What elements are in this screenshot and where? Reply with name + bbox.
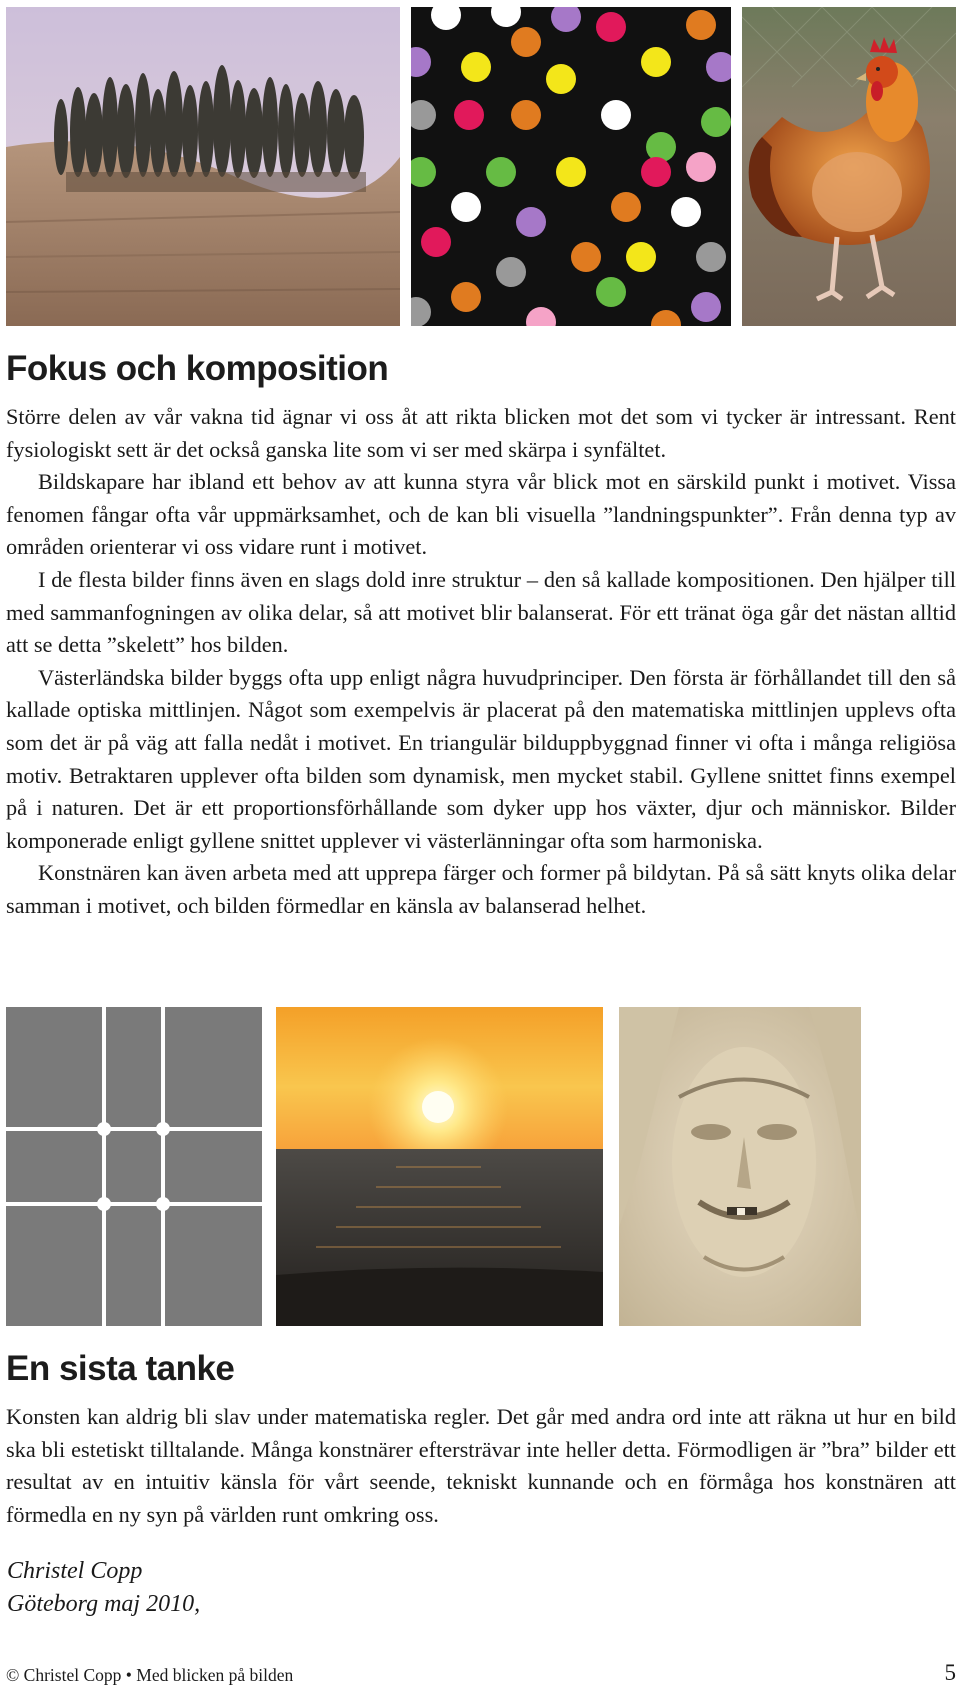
paragraph: I de flesta bilder finns även en slags dold inre struktur – den så kallade kompositionen. Den hjälper till med sammanfogningen av olika delar, så att motivet blir balanserat. För ett tränat öga går det nästan alltid att se detta ”skelett” hos bilden. [6,566,956,658]
section2-body [6,1401,956,1531]
section1-body [6,401,956,923]
sunset-sea-photo [276,1007,603,1326]
section-heading-sista-tanke: En sista tanke [6,1349,235,1388]
paragraph: Konsten kan aldrig bli slav under matematiska regler. Det går med andra ord inte att räkna ut hur en bild ska bli estetiskt tilltalande. Många konstnärer eftersträvar inte heller detta. Förmodligen är ”bra” bilder ett resultat av en intuitiv känsla för vårt seende, tekniskt kunnande och en förmåga hos konstnären att förmedla en ny syn på världen runt omkring oss. [6,1404,956,1527]
page-number: 5 [944,1660,956,1685]
section-heading-fokus: Fokus och komposition [6,349,389,388]
rule-of-thirds-grid [6,1007,262,1326]
paragraph: Västerländska bilder byggs ofta upp enligt några huvudprinciper. Den första är förhållandet till den så kallade optiska mittlinjen. Något som exempelvis är placerat på den matematiska mittlinjen upplevs ofta som det är på väg att falla nedåt i motivet. En triangulär bilduppbyggnad finner vi ofta i många religiösa motiv. Betraktaren upplever ofta bilden som dynamisk, men mycket stabil. Gyllene snittet finns exempel på i naturen. Det är ett proportionsförhållande som dyker upp hos växter, djur och människor. Bilder komponerade enligt gyllene snittet upplever vi västerlänningar ofta som harmoniska. [6,664,956,853]
stone-face-relief-photo [619,1007,861,1326]
polka-dots-photo [411,7,731,326]
paragraph: Konstnären kan även arbeta med att upprepa färger och former på bildytan. På så sätt knyts olika delar samman i motivet, och bilden förmedlar en känsla av balanserad helhet. [6,860,956,918]
paragraph: Bildskapare har ibland ett behov av att kunna styra vår blick mot en särskild punkt i motivet. Vissa fenomen fångar ofta vår uppmärksamhet, och de kan bli visuella ”landningspunkter”. Från denna typ av områden orienterar vi oss vidare runt i motivet. [6,469,956,560]
footer-credit: © Christel Copp • Med blicken på bilden [6,1665,294,1685]
author-name: Christel Copp [7,1558,143,1584]
cypress-hill-photo [6,7,400,326]
paragraph: Större delen av vår vakna tid ägnar vi oss åt att rikta blicken mot det som vi tycker är intressant. Rent fysiologiskt sett är det också ganska lite som vi ser med skärpa i synfältet. [6,404,956,462]
rooster-photo [742,7,956,326]
signature [7,1555,200,1621]
place-date: Göteborg maj 2010, [7,1591,201,1617]
